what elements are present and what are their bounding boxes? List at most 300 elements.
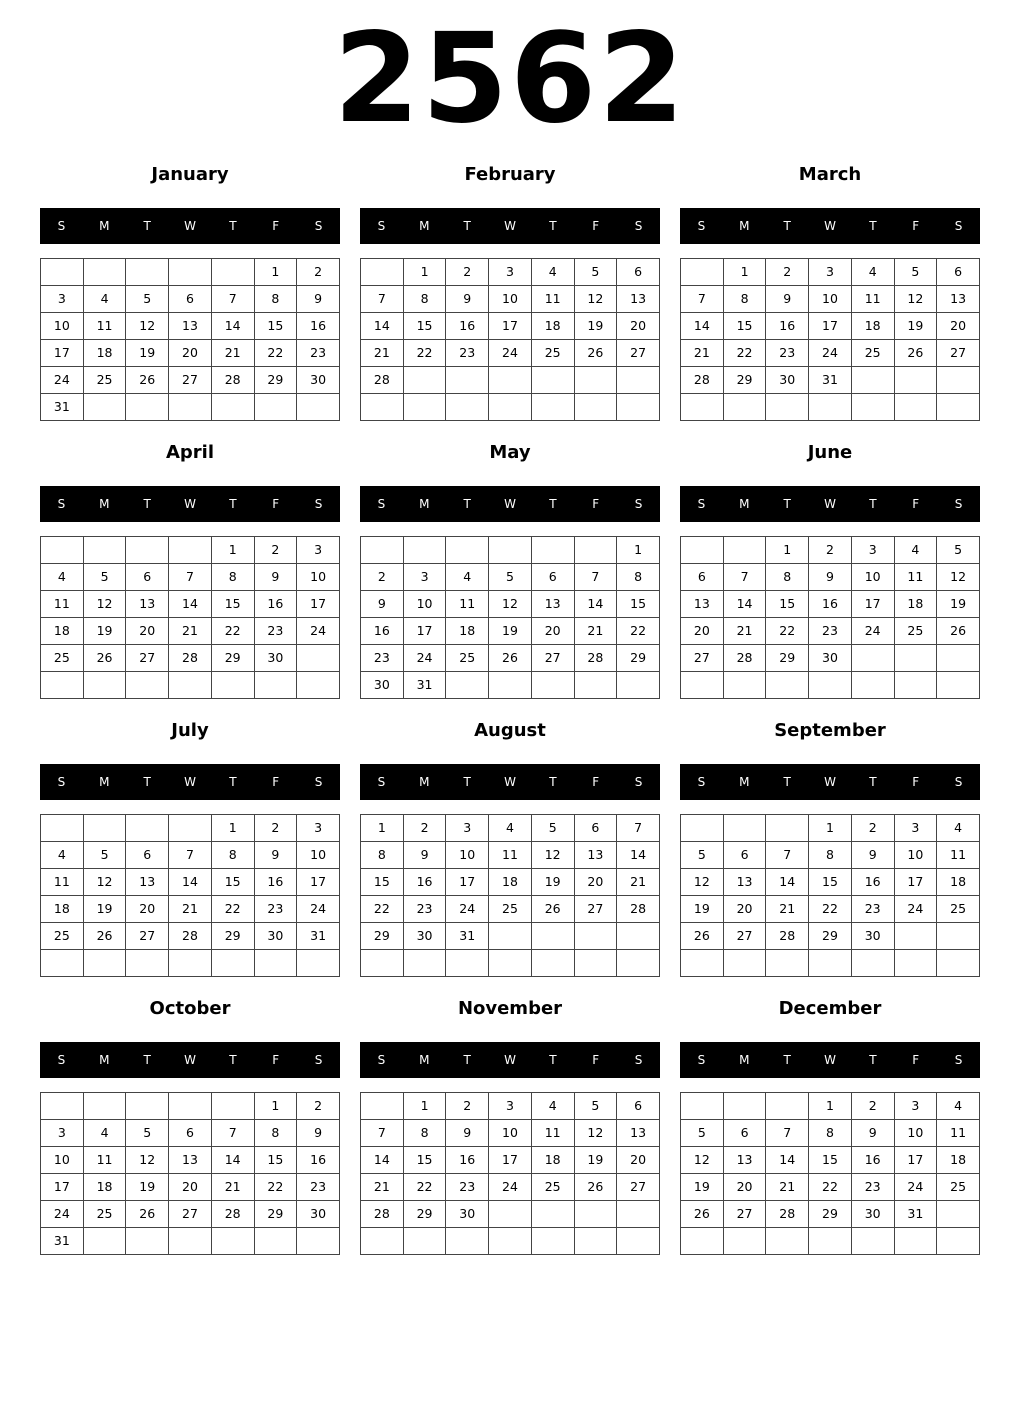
day-cell [297,950,340,977]
day-cell: 13 [723,1147,766,1174]
day-cell: 28 [211,1201,254,1228]
week-row [681,950,980,977]
day-cell [851,367,894,394]
day-cell: 29 [809,923,852,950]
day-cell [83,672,126,699]
day-cell [531,367,574,394]
day-cell: 26 [531,896,574,923]
day-cell [489,1228,532,1255]
day-cell [894,950,937,977]
day-cell: 8 [211,842,254,869]
day-cell: 7 [361,1120,404,1147]
day-cell: 1 [211,537,254,564]
day-cell: 23 [851,1174,894,1201]
day-cell: 16 [254,869,297,896]
weekday-label: S [314,1053,323,1067]
day-cell [766,815,809,842]
day-cell [574,367,617,394]
week-row [361,869,660,896]
day-cell: 6 [531,564,574,591]
day-cell: 12 [531,842,574,869]
week-row [41,591,340,618]
day-cell: 10 [851,564,894,591]
day-cell [169,950,212,977]
week-row [681,1093,980,1120]
day-cell: 9 [361,591,404,618]
day-cell: 17 [489,1147,532,1174]
day-cell: 23 [446,1174,489,1201]
day-cell [211,394,254,421]
weekday-label: M [419,497,430,511]
weekday-label: F [912,1053,920,1067]
week-row [681,923,980,950]
day-cell [617,923,660,950]
weekday-label: S [314,219,323,233]
days-grid [360,814,660,977]
day-cell: 1 [723,259,766,286]
day-cell: 30 [766,367,809,394]
week-row [41,313,340,340]
day-cell [169,815,212,842]
day-cell: 8 [809,1120,852,1147]
week-row [681,896,980,923]
day-cell: 15 [254,1147,297,1174]
day-cell: 26 [574,1174,617,1201]
day-cell: 9 [851,1120,894,1147]
weekday-header [40,486,340,522]
day-cell: 19 [126,340,169,367]
day-cell [41,950,84,977]
day-cell: 4 [489,815,532,842]
day-cell: 21 [766,1174,809,1201]
day-cell: 1 [403,259,446,286]
day-cell: 13 [617,1120,660,1147]
weekday-label: T [229,497,237,511]
day-cell [211,672,254,699]
day-cell: 20 [126,618,169,645]
day-cell [809,394,852,421]
day-cell: 7 [211,286,254,313]
weekday-label: T [869,497,877,511]
weekday-label: T [549,1053,557,1067]
week-row [681,394,980,421]
weekday-label: W [824,219,836,233]
day-cell [681,394,724,421]
day-cell [83,394,126,421]
day-cell: 21 [574,618,617,645]
weekday-label: W [184,775,196,789]
day-cell: 2 [254,537,297,564]
weekday-label: W [184,219,196,233]
week-row [41,286,340,313]
day-cell [937,1201,980,1228]
week-row [41,1228,340,1255]
day-cell: 17 [894,1147,937,1174]
day-cell: 27 [126,923,169,950]
day-cell: 25 [489,896,532,923]
weekday-header [40,764,340,800]
week-row [361,923,660,950]
weekday-label: S [954,1053,963,1067]
day-cell: 16 [254,591,297,618]
weekday-label: T [143,219,151,233]
weekday-label: S [634,219,643,233]
week-row [41,1120,340,1147]
week-row [41,672,340,699]
week-row [681,340,980,367]
day-cell [531,672,574,699]
weekday-label: F [272,775,280,789]
day-cell: 29 [403,1201,446,1228]
month-name: June [807,442,853,463]
week-row [361,1120,660,1147]
day-cell: 3 [894,815,937,842]
day-cell: 10 [297,564,340,591]
day-cell: 14 [211,313,254,340]
day-cell: 19 [574,1147,617,1174]
day-cell: 13 [681,591,724,618]
weekday-label: S [634,775,643,789]
weekday-label: S [954,775,963,789]
week-row [681,1120,980,1147]
day-cell [126,815,169,842]
day-cell [361,259,404,286]
day-cell: 23 [851,896,894,923]
day-cell: 4 [851,259,894,286]
weekday-label: T [229,775,237,789]
day-cell: 30 [297,367,340,394]
day-cell: 20 [617,1147,660,1174]
weekday-label: S [314,775,323,789]
weekday-label: S [377,219,386,233]
day-cell: 25 [937,896,980,923]
day-cell [809,672,852,699]
day-cell: 17 [403,618,446,645]
week-row [361,286,660,313]
days-grid [40,258,340,421]
weekday-header [360,486,660,522]
day-cell: 19 [681,1174,724,1201]
day-cell: 25 [531,340,574,367]
day-cell: 4 [894,537,937,564]
day-cell: 28 [617,896,660,923]
weekday-header [360,764,660,800]
weekday-header [680,486,980,522]
days-grid [360,258,660,421]
day-cell [894,672,937,699]
days-grid [40,1092,340,1255]
day-cell [766,1228,809,1255]
day-cell: 21 [169,896,212,923]
weekday-label: S [634,497,643,511]
day-cell: 20 [723,896,766,923]
day-cell: 7 [169,564,212,591]
weekday-label: M [419,219,430,233]
day-cell: 11 [937,1120,980,1147]
day-cell [574,923,617,950]
weekday-label: T [143,775,151,789]
day-cell: 13 [126,869,169,896]
day-cell: 23 [809,618,852,645]
day-cell: 22 [403,1174,446,1201]
weekday-label: S [314,497,323,511]
day-cell: 8 [254,1120,297,1147]
weekday-header [360,208,660,244]
week-row [361,672,660,699]
day-cell [617,394,660,421]
day-cell: 3 [851,537,894,564]
day-cell: 28 [574,645,617,672]
day-cell: 31 [41,1228,84,1255]
day-cell: 6 [169,286,212,313]
day-cell: 4 [531,1093,574,1120]
week-row [681,286,980,313]
day-cell: 12 [681,869,724,896]
weekday-label: F [272,1053,280,1067]
weekday-label: M [739,219,750,233]
days-grid [680,814,980,977]
day-cell: 29 [809,1201,852,1228]
day-cell [169,537,212,564]
weekday-label: M [739,1053,750,1067]
day-cell: 31 [41,394,84,421]
day-cell: 23 [766,340,809,367]
day-cell: 14 [681,313,724,340]
weekday-label: T [463,219,471,233]
day-cell: 26 [937,618,980,645]
day-cell: 22 [254,340,297,367]
day-cell: 14 [211,1147,254,1174]
day-cell: 24 [851,618,894,645]
day-cell [894,394,937,421]
day-cell [851,394,894,421]
day-cell: 31 [894,1201,937,1228]
days-grid [360,1092,660,1255]
week-row [361,591,660,618]
week-row [361,367,660,394]
day-cell: 21 [766,896,809,923]
week-row [361,1147,660,1174]
day-cell [446,672,489,699]
week-row [681,842,980,869]
day-cell: 28 [361,1201,404,1228]
day-cell [361,394,404,421]
day-cell: 15 [723,313,766,340]
day-cell: 21 [361,340,404,367]
day-cell: 15 [617,591,660,618]
day-cell: 22 [809,1174,852,1201]
day-cell: 20 [574,869,617,896]
day-cell: 12 [126,313,169,340]
week-row [41,645,340,672]
day-cell [766,394,809,421]
day-cell: 24 [41,1201,84,1228]
day-cell: 24 [894,896,937,923]
day-cell [574,394,617,421]
weekday-label: S [634,1053,643,1067]
day-cell: 3 [894,1093,937,1120]
day-cell: 14 [723,591,766,618]
day-cell: 4 [937,815,980,842]
days-grid [680,258,980,421]
weekday-label: S [697,497,706,511]
day-cell [126,537,169,564]
day-cell: 8 [617,564,660,591]
week-row [41,815,340,842]
weekday-header [680,1042,980,1078]
day-cell: 9 [446,286,489,313]
day-cell: 18 [894,591,937,618]
day-cell: 14 [169,591,212,618]
day-cell: 24 [894,1174,937,1201]
day-cell [851,950,894,977]
day-cell: 8 [403,1120,446,1147]
day-cell: 10 [894,842,937,869]
week-row [681,672,980,699]
week-row [681,815,980,842]
day-cell [681,1228,724,1255]
day-cell: 10 [489,286,532,313]
day-cell [617,367,660,394]
month-name: December [778,998,882,1019]
day-cell: 5 [937,537,980,564]
day-cell [531,394,574,421]
day-cell: 9 [403,842,446,869]
day-cell [403,537,446,564]
day-cell: 16 [851,869,894,896]
day-cell: 10 [446,842,489,869]
day-cell: 14 [361,313,404,340]
day-cell: 1 [211,815,254,842]
day-cell: 3 [489,1093,532,1120]
day-cell: 26 [126,1201,169,1228]
week-row [681,645,980,672]
weekday-label: S [57,1053,66,1067]
week-row [41,259,340,286]
month-name: September [774,720,886,741]
day-cell: 12 [574,1120,617,1147]
week-row [361,896,660,923]
day-cell: 18 [531,1147,574,1174]
day-cell: 9 [809,564,852,591]
day-cell: 15 [766,591,809,618]
day-cell: 3 [297,537,340,564]
weekday-label: S [377,497,386,511]
day-cell [489,950,532,977]
weekday-label: S [697,775,706,789]
day-cell: 31 [446,923,489,950]
day-cell: 10 [41,313,84,340]
day-cell: 16 [297,1147,340,1174]
day-cell: 3 [41,1120,84,1147]
month-name: May [489,442,531,463]
weekday-label: T [783,497,791,511]
day-cell: 22 [723,340,766,367]
day-cell: 30 [446,1201,489,1228]
day-cell: 19 [83,896,126,923]
day-cell: 29 [254,367,297,394]
days-grid [680,1092,980,1255]
day-cell: 15 [254,313,297,340]
day-cell: 13 [531,591,574,618]
day-cell: 12 [126,1147,169,1174]
week-row [681,313,980,340]
weekday-label: S [377,1053,386,1067]
day-cell [937,394,980,421]
day-cell: 9 [254,564,297,591]
day-cell [723,1093,766,1120]
day-cell: 30 [254,923,297,950]
day-cell: 18 [937,869,980,896]
day-cell: 28 [169,645,212,672]
day-cell: 24 [403,645,446,672]
day-cell: 19 [83,618,126,645]
day-cell: 20 [531,618,574,645]
week-row [361,950,660,977]
day-cell: 2 [766,259,809,286]
day-cell: 13 [937,286,980,313]
day-cell: 23 [403,896,446,923]
day-cell: 15 [809,1147,852,1174]
day-cell: 30 [297,1201,340,1228]
day-cell [937,923,980,950]
day-cell: 17 [894,869,937,896]
day-cell: 22 [211,618,254,645]
day-cell: 8 [403,286,446,313]
day-cell [169,394,212,421]
weekday-label: T [229,1053,237,1067]
day-cell [211,1093,254,1120]
day-cell: 25 [83,1201,126,1228]
weekday-label: W [824,497,836,511]
day-cell: 4 [41,842,84,869]
day-cell [361,950,404,977]
day-cell: 16 [403,869,446,896]
weekday-label: M [99,1053,110,1067]
day-cell [681,815,724,842]
day-cell: 23 [297,340,340,367]
day-cell [531,1228,574,1255]
week-row [681,591,980,618]
day-cell [41,1093,84,1120]
day-cell: 19 [126,1174,169,1201]
day-cell [937,672,980,699]
weekday-label: T [229,219,237,233]
weekday-label: T [463,1053,471,1067]
weekday-label: F [592,219,600,233]
day-cell: 6 [126,564,169,591]
day-cell [851,645,894,672]
day-cell [531,923,574,950]
day-cell: 10 [41,1147,84,1174]
day-cell: 16 [446,1147,489,1174]
day-cell: 11 [446,591,489,618]
day-cell: 22 [809,896,852,923]
day-cell [681,1093,724,1120]
day-cell [937,367,980,394]
day-cell [489,367,532,394]
day-cell: 26 [574,340,617,367]
day-cell: 16 [297,313,340,340]
day-cell: 1 [766,537,809,564]
day-cell: 27 [531,645,574,672]
day-cell: 16 [809,591,852,618]
week-row [41,537,340,564]
day-cell: 29 [254,1201,297,1228]
day-cell: 21 [211,340,254,367]
day-cell: 18 [446,618,489,645]
day-cell: 27 [169,367,212,394]
